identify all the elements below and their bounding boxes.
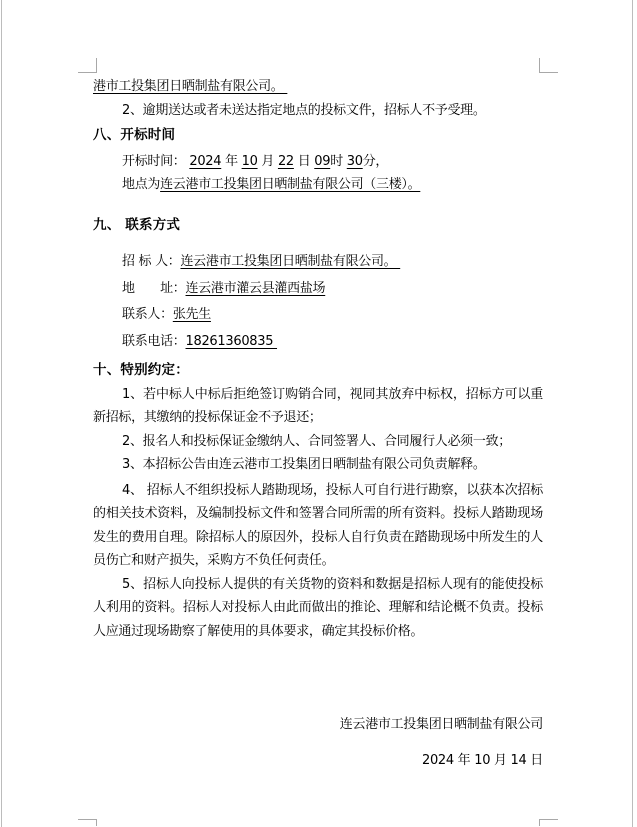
text-line: [93, 502, 543, 526]
text-line: [93, 173, 543, 197]
margin-crop-mark-top-right: [539, 58, 558, 73]
text-line: [93, 749, 543, 773]
body-text: 招 标 人：: [122, 254, 181, 269]
underlined-value: 2024: [189, 153, 222, 169]
underlined-value: 30: [346, 153, 363, 169]
underlined-value: 连云港市灌云县灌西盐场: [185, 280, 326, 296]
body-text: 连云港市工投集团日晒制盐有限公司: [339, 717, 543, 732]
body-text: 人应通过现场勘察了解使用的具体要求，确定其投标价格。: [93, 623, 424, 639]
paragraph-signature-date: [93, 749, 543, 773]
paragraph-heading-8: [93, 124, 543, 148]
text-line: [93, 479, 543, 503]
body-text: 5、招标人向投标人提供的有关货物的资料和数据是招标人现有的能使投标: [122, 576, 543, 592]
body-text: 开标时间：: [122, 153, 190, 169]
text-line: [93, 526, 543, 550]
body-text: 的相关技术资料，及编制投标文件和签署合同所需的所有资料。投标人踏勘现场: [93, 506, 543, 521]
heading-text: 八、开标时间: [93, 127, 176, 143]
body-text: 3、本招标公告由连云港市工投集团日晒制盐有限公司负责解释。: [122, 457, 486, 472]
paragraph-opening-place: [93, 173, 543, 197]
paragraph-opening-time: [93, 150, 543, 174]
body-text: 员伤亡和财产损失，采购方不负任何责任。: [93, 553, 335, 568]
text-line: [93, 214, 543, 238]
underlined-value: 张先生: [172, 307, 211, 322]
paragraph-late-delivery: [93, 99, 543, 123]
text-line: [93, 596, 543, 620]
text-line: [93, 573, 543, 597]
text-line: [93, 329, 543, 356]
body-text: 2、报名人和投标保证金缴纳人、合同签署人、合同履行人必须一致；: [122, 433, 511, 449]
page-right-edge-line: [632, 0, 633, 827]
paragraph-contact-person: [93, 302, 543, 329]
paragraph-heading-9: [93, 214, 543, 238]
text-line: [93, 406, 543, 430]
margin-crop-mark-bottom-left: [78, 819, 97, 826]
paragraph-heading-10: [93, 359, 543, 383]
body-text: 分，: [362, 153, 389, 169]
underlined-value: 09: [314, 153, 331, 169]
paragraph-special-1: [93, 383, 543, 430]
text-line: [93, 359, 543, 383]
underlined-value: 港市工投集团日晒制盐有限公司。: [93, 79, 288, 94]
text-line: [93, 430, 543, 454]
text-line: [93, 549, 543, 573]
text-line: [93, 713, 543, 737]
heading-text: 九、 联系方式: [93, 216, 181, 233]
body-text: 2024 年 10 月 14 日: [421, 752, 543, 768]
margin-crop-mark-bottom-right: [539, 819, 558, 826]
paragraph-contact-address: [93, 276, 543, 303]
body-text: 联系电话：: [122, 333, 186, 349]
text-line: [93, 302, 543, 329]
paragraph-special-3: [93, 453, 543, 477]
margin-crop-mark-top-left: [78, 58, 97, 73]
paragraph-special-5: [93, 573, 543, 644]
underlined-value: 10: [241, 153, 258, 169]
underlined-value: 18261360835: [185, 333, 278, 349]
body-text: 地 址：: [122, 280, 186, 296]
document-body: [93, 75, 543, 772]
text-line: [93, 75, 543, 99]
paragraph-contact-phone: [93, 329, 543, 356]
paragraph-special-4: [93, 479, 543, 573]
body-text: 人利用的资料。招标人对投标人由此而做出的推论、理解和结论概不负责。投标: [93, 600, 543, 615]
paragraph-special-2: [93, 430, 543, 454]
body-text: 联系人：: [122, 307, 173, 322]
body-text: 地点为: [122, 177, 161, 192]
body-text: 日: [293, 153, 315, 169]
underlined-value: 22: [277, 153, 294, 169]
text-line: [93, 124, 543, 148]
page-left-edge-line: [1, 0, 2, 827]
body-text: 时: [330, 153, 347, 169]
body-text: 月: [257, 153, 278, 169]
text-line: [93, 620, 543, 644]
underlined-value: 连云港市工投集团日晒制盐有限公司（三楼）。: [160, 177, 421, 192]
body-text: 新招标，其缴纳的投标保证金不予退还；: [93, 410, 322, 425]
body-text: 发生的费用自理。除招标人的原因外，投标人自行负责在踏勘现场中所发生的人: [93, 529, 543, 545]
text-line: [93, 249, 543, 276]
text-line: [93, 99, 543, 123]
text-line: [93, 453, 543, 477]
paragraph-continuation-line: [93, 75, 543, 99]
body-text: 4、 招标人不组织投标人踏勘现场，投标人可自行进行勘察，以获本次招标: [122, 482, 543, 498]
heading-text: 十、特别约定：: [93, 362, 189, 378]
underlined-value: 连云港市工投集团日晒制盐有限公司。: [180, 254, 401, 269]
body-text: 2、逾期送达或者未送达指定地点的投标文件，招标人不予受理。: [122, 102, 486, 118]
text-line: [93, 276, 543, 303]
paragraph-contact-bidder: [93, 249, 543, 276]
body-text: 年: [221, 153, 242, 169]
text-line: [93, 383, 543, 407]
text-line: [93, 150, 543, 174]
paragraph-signature-company: [93, 713, 543, 737]
body-text: 1、若中标人中标后拒绝签订购销合同，视同其放弃中标权，招标方可以重: [122, 386, 543, 402]
